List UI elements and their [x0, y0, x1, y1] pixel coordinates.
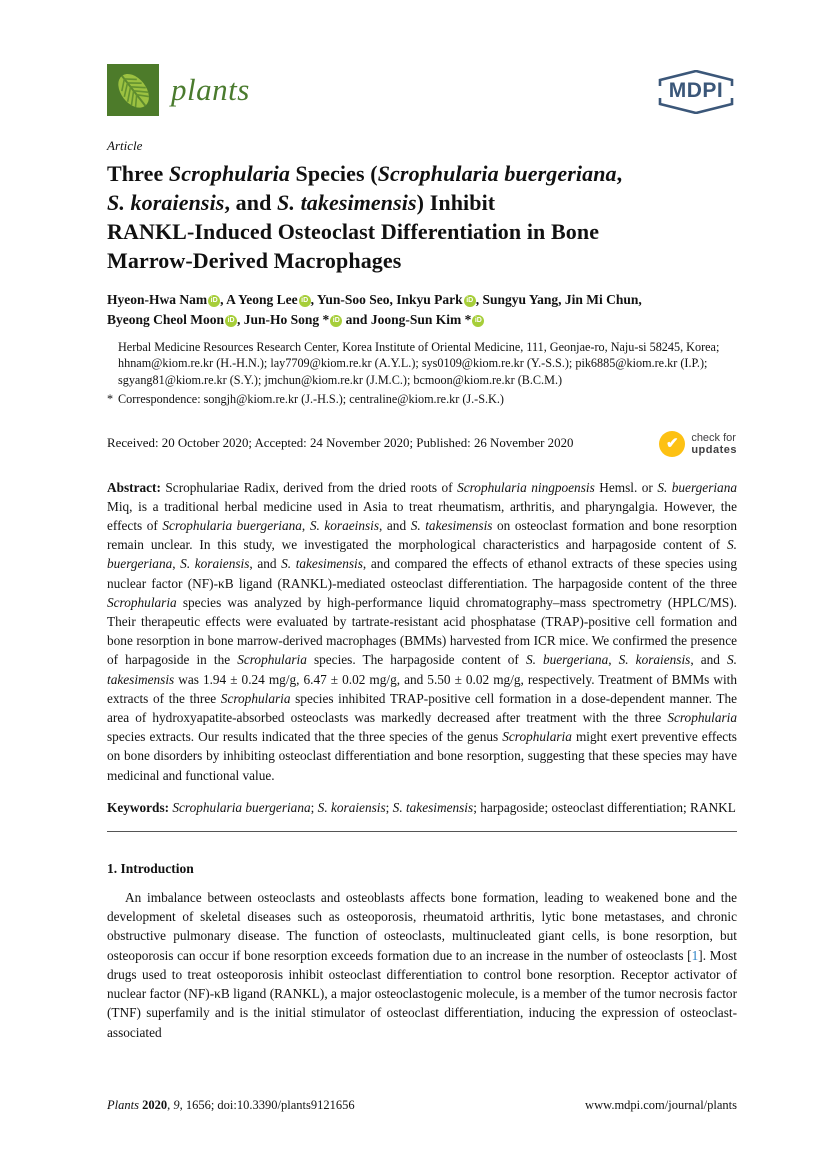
article-title: Three Scrophularia Species (Scrophularia buergeriana, S. koraiensis, and S. takesimensis) Inhibit RANKL-Induced Osteoclast Differentiation in Bone Marrow-Derived Macrophages [107, 161, 623, 273]
citation-doi: Plants 2020, 9, 1656; doi:10.3390/plants9121656 [107, 1098, 355, 1112]
correspondence-line [107, 391, 737, 407]
article-type-label: Article [107, 138, 143, 153]
affiliation: Herbal Medicine Resources Research Center, Korea Institute of Oriental Medicine, 111, Geonjae-ro, Naju-si 58245, Korea; hhnam@kiom.re.kr (H.-H.N.); lay7709@kiom.re.kr (A.Y.L.); sys0109@kiom.re.kr (Y.-S.S.); pik6885@kiom.re.kr (I.P.); sgyang81@kiom.re.kr (S.Y.); jmchun@kiom.re.kr (J.M.C.); bcmoon@kiom.re.kr (B.C.M.) [118, 340, 720, 387]
received-accepted-published: Received: 20 October 2020; Accepted: 24 November 2020; Published: 26 November 2020 [107, 436, 574, 451]
abstract-paragraph: Abstract: Scrophulariae Radix, derived from the dried roots of Scrophularia ningpoensis Hemsl. or S. buergeriana Miq, is a traditional herbal medicine used in Asia to treat rheumatism, arthritis, and pharyngalgia. However, the effects of Scrophularia buergeriana, S. koraeinsis, and S. takesimensis on osteoclast formation and bone resorption remain unclear. In this study, we investigated the morphological characteristics and harpagoside content of S. buergeriana, S. koraiensis, and S. takesimensis, and compared the effects of ethanol extracts of these species using nuclear factor (NF)-κB ligand (RANKL)-mediated osteoclast differentiation. The harpagoside content of the three Scrophularia species was analyzed by high-performance liquid chromatography–mass spectrometry (HPLC/MS). Their therapeutic effects were evaluated by tartrate-resistant acid phosphatase (TRAP)-positive cell formation and bone resorption in bone marrow-derived macrophages (BMMs) harvested from ICR mice. We confirmed the presence of harpagoside in the Scrophularia species. The harpagoside content of S. buergeriana, S. koraiensis, and S. takesimensis was 1.94 ± 0.24 mg/g, 6.47 ± 0.02 mg/g, and 5.50 ± 0.02 mg/g, respectively. Treatment of BMMs with extracts of the three Scrophularia species inhibited TRAP-positive cell formation in a dose-dependent manner. The area of hydroxyapatite-absorbed osteoclasts was markedly decreased after treatment with the three Scrophularia species extracts. Our results indicated that the three species of the genus Scrophularia might exert preventive effects on bone disorders by inhibiting osteoclast differentiation and bone resorption, suggesting that these species may have medicinal and functional value. [107, 479, 738, 783]
mdpi-logo[interactable] [655, 70, 737, 114]
orcid-icon: iD [225, 315, 237, 327]
orcid-icon: iD [208, 295, 220, 307]
badge-line1: check for [691, 431, 736, 444]
orcid-icon: iD [330, 315, 342, 327]
check-for-updates-label [691, 432, 737, 456]
introduction-paragraph: An imbalance between osteoclasts and osteoblasts affects bone formation, leading to weakened bone and the development of skeletal diseases such as osteoporosis, rheumatoid arthritis, lytic bone metastases, and chronic obstructive pulmonary disease. The function of osteoclasts, multinucleated giant cells, is bone resorption, but osteoporosis can occur if bone resorption exceeds formation due to an increase in the number of osteoclasts [1]. Most drugs used to treat osteoporosis inhibit osteoclast differentiation to control bone resorption. Receptor activator of nuclear factor (NF)-κB ligand (RANKL), a major osteoclastogenic molecule, is a member of the tumor necrosis factor (TNF) superfamily and is the initial stimulator of osteoclast differentiation, inducing the expression of osteoclast-associated [107, 890, 737, 1040]
check-for-updates-badge[interactable] [659, 431, 737, 457]
checkmark-icon: ✔ [659, 431, 685, 457]
mdpi-wordmark: MDPI [668, 79, 724, 102]
orcid-icon: iD [472, 315, 484, 327]
page-footer [107, 1098, 737, 1113]
plants-journal-logo[interactable] [107, 64, 250, 116]
orcid-icon: iD [299, 295, 311, 307]
orcid-icon: iD [464, 295, 476, 307]
correspondence-marker: * [107, 392, 114, 407]
page-header [107, 64, 737, 120]
section-heading-introduction: 1. Introduction [107, 861, 194, 877]
author-list: Hyeon-Hwa Nam iD , A Yeong Lee iD , Yun-Soo Seo, Inkyu Park iD , Sungyu Yang, Jin Mi Chun, Byeong Cheol Moon iD , Jun-Ho Song * iD and Joong-Sun Kim * iD [107, 292, 642, 327]
badge-line2: updates [691, 443, 737, 456]
correspondence-text: Correspondence: songjh@kiom.re.kr (J.-H.S.); centraline@kiom.re.kr (J.-S.K.) [118, 392, 504, 407]
keywords-paragraph: Keywords: Scrophularia buergeriana; S. koraiensis; S. takesimensis; harpagoside; osteoclast differentiation; RANKL [107, 799, 736, 815]
journal-url-link[interactable]: www.mdpi.com/journal/plants [585, 1098, 737, 1112]
dates-row [107, 424, 737, 464]
section-divider [107, 831, 737, 832]
journal-name: plants [171, 72, 250, 107]
leaf-logo-icon [107, 64, 159, 116]
